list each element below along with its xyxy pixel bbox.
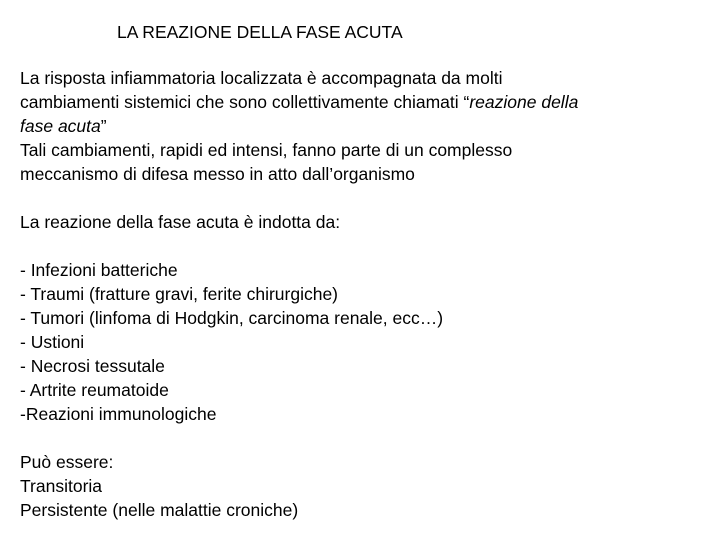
outcome-section <box>20 450 710 522</box>
intro-line-5: meccanismo di difesa messo in atto dall’organismo <box>20 164 415 184</box>
list-item: - Artrite reumatoide <box>20 380 169 400</box>
outcome-heading: Può essere: <box>20 452 114 472</box>
list-item: - Infezioni batteriche <box>20 260 178 280</box>
intro-line-3-text: ” <box>100 116 107 136</box>
list-item: - Tumori (linfoma di Hodgkin, carcinoma renale, ecc…) <box>20 308 444 328</box>
causes-list <box>20 258 710 426</box>
intro-paragraph <box>20 66 710 186</box>
induced-by-heading <box>20 210 710 234</box>
list-item: - Necrosi tessutale <box>20 356 165 376</box>
intro-line-4: Tali cambiamenti, rapidi ed intensi, fanno parte di un complesso <box>20 140 513 160</box>
intro-line-3 <box>20 114 710 138</box>
list-item: - Traumi (fratture gravi, ferite chirurgiche) <box>20 284 339 304</box>
intro-line-2-text: cambiamenti sistemici che sono collettivamente chiamati “ <box>20 92 470 112</box>
induced-by-text: La reazione della fase acuta è indotta da: <box>20 212 341 232</box>
intro-emphasis-2: fase acuta <box>20 116 101 136</box>
slide-title: LA REAZIONE DELLA FASE ACUTA <box>117 22 403 42</box>
list-item: Persistente (nelle malattie croniche) <box>20 500 299 520</box>
intro-line-2 <box>20 90 710 114</box>
list-item: - Ustioni <box>20 332 85 352</box>
list-item: Transitoria <box>20 476 103 496</box>
intro-line-1: La risposta infiammatoria localizzata è accompagnata da molti <box>20 68 503 88</box>
list-item: -Reazioni immunologiche <box>20 404 217 424</box>
intro-emphasis-1: reazione della <box>469 92 579 112</box>
